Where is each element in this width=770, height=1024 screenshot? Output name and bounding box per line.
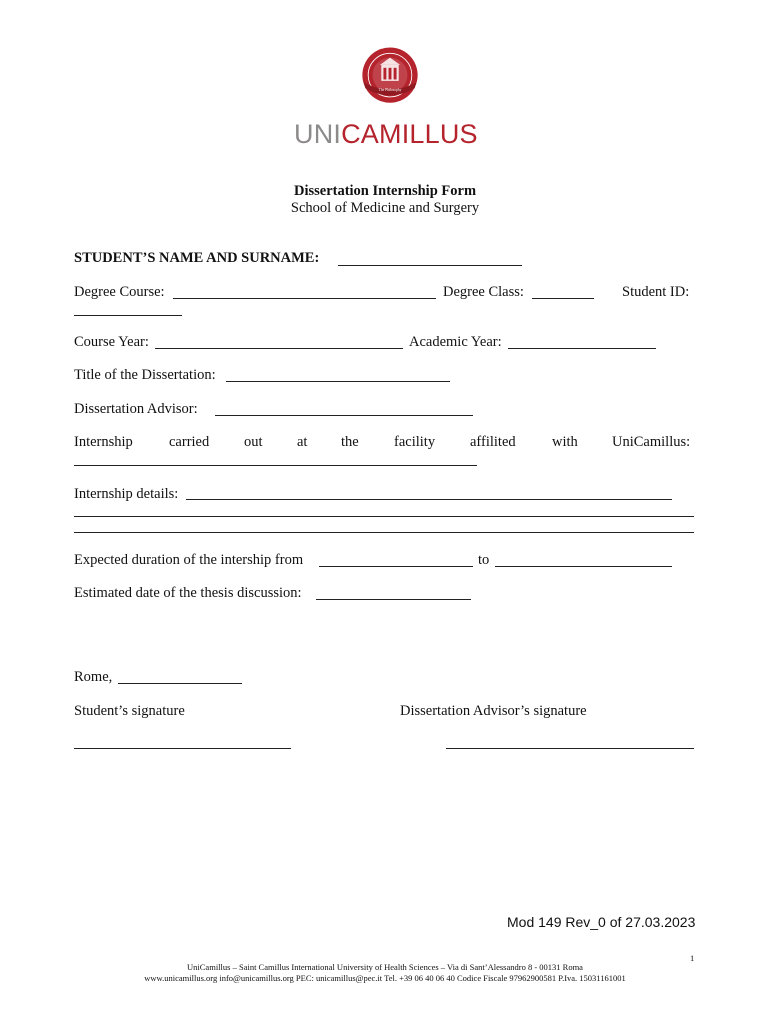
- internship-word-2: carried: [169, 434, 210, 450]
- internship-details-field-1[interactable]: [186, 499, 672, 500]
- internship-word-6: facility: [394, 434, 436, 450]
- form-title: Dissertation Internship Form: [293, 183, 477, 199]
- internship-details-field-3[interactable]: [74, 532, 694, 533]
- duration-to-field[interactable]: [495, 566, 672, 567]
- document-code: Mod 149 Rev_0 of 27.03.2023: [507, 914, 696, 930]
- course-year-field[interactable]: [155, 348, 403, 349]
- advisor-field[interactable]: [215, 415, 473, 416]
- form-subtitle: School of Medicine and Surgery: [290, 200, 480, 216]
- degree-class-field[interactable]: [532, 298, 594, 299]
- footer-contacts: www.unicamillus.org info@unicamillus.org PEC: unicamillus@pec.it Tel. +39 06 40 06 40 Codice Fiscale 97962900581 P.Iva. 15031161001: [144, 973, 626, 983]
- internship-word-1: Internship: [74, 434, 133, 450]
- student-id-field[interactable]: [74, 315, 182, 316]
- academic-year-field[interactable]: [508, 348, 656, 349]
- dissertation-title-field[interactable]: [226, 381, 450, 382]
- advisor-signature-label: Dissertation Advisor’s signature: [400, 703, 587, 719]
- internship-word-8: with: [552, 434, 578, 450]
- estimated-date-label: Estimated date of the thesis discussion:: [74, 585, 302, 601]
- footer-address: UniCamillus – Saint Camillus International University of Health Sciences – Via di Sant’Alessandro 8 - 00131 Roma: [187, 962, 583, 972]
- degree-course-label: Degree Course:: [74, 284, 165, 300]
- course-year-label: Course Year:: [74, 334, 149, 350]
- duration-from-field[interactable]: [319, 566, 473, 567]
- page-number: 1: [690, 953, 695, 963]
- advisor-signature-field[interactable]: [446, 748, 694, 749]
- duration-to-label: to: [478, 552, 490, 568]
- brand-uni: UNI: [294, 119, 342, 149]
- internship-word-3: out: [244, 434, 263, 450]
- degree-class-label: Degree Class:: [443, 284, 524, 300]
- internship-word-5: the: [341, 434, 359, 450]
- brand-wordmark: [294, 119, 478, 150]
- duration-from-label: Expected duration of the intership from: [74, 552, 304, 568]
- student-name-field[interactable]: [338, 265, 522, 266]
- internship-facility-field[interactable]: [74, 465, 477, 466]
- internship-word-9: UniCamillus:: [612, 434, 691, 450]
- internship-details-label: Internship details:: [74, 486, 179, 502]
- academic-year-label: Academic Year:: [409, 334, 502, 350]
- internship-word-7: affilited: [470, 434, 516, 450]
- dissertation-title-label: Title of the Dissertation:: [74, 367, 216, 383]
- internship-details-field-2[interactable]: [74, 516, 694, 517]
- student-name-label: STUDENT’S NAME AND SURNAME:: [74, 250, 320, 266]
- student-id-label: Student ID:: [622, 284, 690, 300]
- date-field[interactable]: [118, 683, 242, 684]
- brand-camillus: CAMILLUS: [341, 119, 478, 149]
- estimated-date-field[interactable]: [316, 599, 471, 600]
- student-signature-field[interactable]: [74, 748, 291, 749]
- internship-word-4: at: [297, 434, 308, 450]
- advisor-label: Dissertation Advisor:: [74, 401, 198, 417]
- degree-course-field[interactable]: [173, 298, 436, 299]
- unicamillus-seal-logo: [290, 46, 490, 126]
- student-signature-label: Student’s signature: [74, 703, 185, 719]
- rome-label: Rome,: [74, 669, 113, 685]
- seal-ribbon-text: The Philosophy: [378, 88, 402, 93]
